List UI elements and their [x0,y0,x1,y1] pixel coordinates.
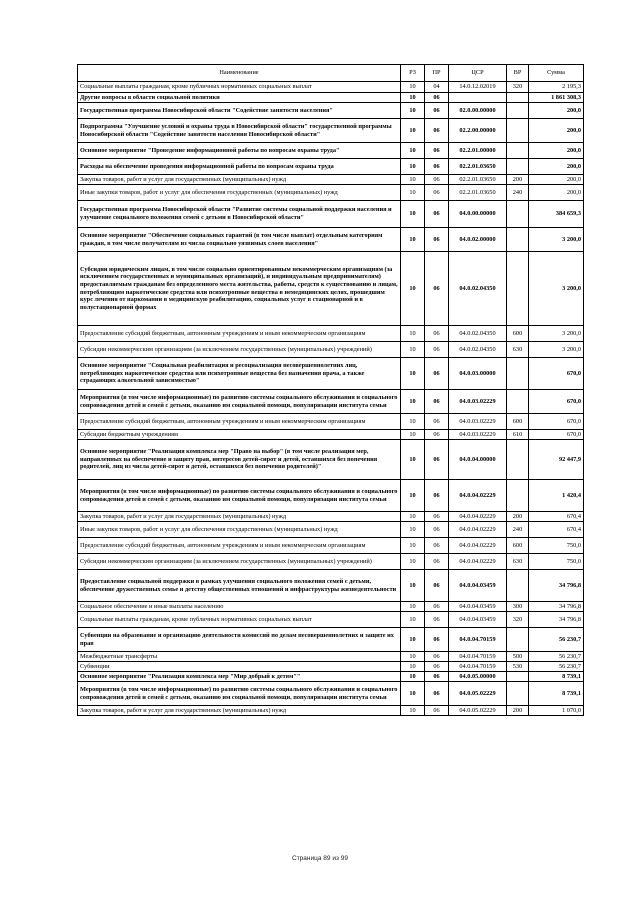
cell-vr [507,628,529,652]
table-row [78,358,584,390]
cell-csr: 04.0.03.02229 [449,430,507,440]
cell-csr: 04.0.02.04350 [449,342,507,358]
cell-rz: 10 [401,570,425,602]
header-pr: ПР [425,65,449,82]
cell-pr: 06 [425,602,449,612]
cell-pr: 06 [425,612,449,628]
cell-rz: 10 [401,342,425,358]
cell-rz: 10 [401,185,425,201]
table-row [78,252,584,326]
cell-csr: 02.2.00.00000 [449,119,507,143]
cell-csr: 04.0.00.00000 [449,201,507,228]
cell-name: Предоставление субсидий бюджетным, автономным учреждениям и иным некоммерческим организациям [78,414,401,430]
cell-rz: 10 [401,93,425,103]
cell-name: Социальные выплаты гражданам, кроме публичных нормативных социальных выплат [78,82,401,93]
cell-sum: 670,4 [529,522,584,538]
cell-vr: 610 [507,430,529,440]
cell-name: Иные закупки товаров, работ и услуг для обеспечения государственных (муниципальных) нужд [78,522,401,538]
cell-csr: 04.0.04.02229 [449,512,507,522]
cell-csr: 04.0.02.04350 [449,326,507,342]
cell-csr: 04.0.04.03459 [449,570,507,602]
cell-vr [507,159,529,175]
cell-sum: 56 230,7 [529,662,584,672]
cell-vr [507,228,529,252]
cell-sum: 34 796,8 [529,612,584,628]
cell-pr: 04 [425,82,449,93]
cell-pr: 06 [425,143,449,159]
budget-table-page [77,64,583,716]
cell-pr: 06 [425,175,449,185]
table-row [78,512,584,522]
cell-name: Мероприятия (в том числе информационные) по развитию системы социального обслуживания и социального сопровождения детей и семей с детьми, оказанию им социальной помощи, популяризации института семьи [78,480,401,512]
cell-vr [507,103,529,119]
cell-vr [507,93,529,103]
cell-sum: 670,0 [529,358,584,390]
cell-sum: 670,0 [529,430,584,440]
table-row [78,430,584,440]
cell-rz: 10 [401,480,425,512]
cell-vr: 320 [507,612,529,628]
cell-csr: 04.0.02.00000 [449,228,507,252]
cell-csr: 02.0.00.00000 [449,103,507,119]
cell-pr: 06 [425,358,449,390]
cell-pr: 06 [425,390,449,414]
cell-name: Субсидии некоммерческим организациям (за исключением государственных (муниципальных) учреждений) [78,342,401,358]
cell-csr: 02.2.01.03650 [449,159,507,175]
cell-name: Другие вопросы в области социальной политики [78,93,401,103]
cell-sum: 56 230,7 [529,628,584,652]
table-row [78,602,584,612]
cell-pr: 06 [425,252,449,326]
cell-name: Субсидии юридическим лицам, в том числе социально ориентированным некоммерческим организациям (за исключением государственных и муниципальных организаций), и индивидуальным предпринимателям) предоставляемым гражданам без определенного места жительства, работы, средств к существованию и лицам, потребляющим наркотические средства или психотропные вещества в немедицинских целях, прошедшим курс лечения от наркомании в медицинскую реабилитацию, социальных услуг в стационарной и в полустационарной формах [78,252,401,326]
cell-vr [507,570,529,602]
table-row [78,228,584,252]
cell-name: Основное мероприятие "Реализация комплекса мер "Мир добрый к детям"" [78,672,401,682]
table-row [78,682,584,706]
cell-vr [507,390,529,414]
header-sum: Сумма [529,65,584,82]
cell-pr: 06 [425,628,449,652]
table-row [78,342,584,358]
cell-name: Предоставление субсидий бюджетным, автономным учреждениям и иным некоммерческим организациям [78,326,401,342]
cell-vr [507,201,529,228]
cell-name: Предоставление социальной поддержки в рамках улучшения социального положения семей с детьми, обеспечение дружественных семье и детству общественных отношений и инфраструктуры жизнедеятельности [78,570,401,602]
cell-name: Мероприятия (в том числе информационные) по развитию системы социального обслуживания и социального сопровождения детей и семей с детьми, оказанию им социальной помощи, популяризации института семьи [78,682,401,706]
cell-pr: 06 [425,342,449,358]
cell-pr: 06 [425,93,449,103]
cell-vr [507,143,529,159]
cell-name: Основное мероприятие "Проведение информационной работы по вопросам охраны труда" [78,143,401,159]
table-row [78,652,584,662]
table-row [78,119,584,143]
cell-name: Основное мероприятие "Обеспечение социальных гарантий (в том числе выплат) отдельным категориям граждан, в том числе получателям из числа социально уязвимых слоев населения" [78,228,401,252]
table-header-row [78,65,584,82]
cell-csr: 02.2.01.03650 [449,175,507,185]
cell-csr: 04.0.02.04350 [449,252,507,326]
cell-sum: 3 200,0 [529,228,584,252]
cell-rz: 10 [401,159,425,175]
cell-name: Государственная программа Новосибирской области "Развитие системы социальной поддержки населения и улучшение социального положения семей с детьми в Новосибирской области" [78,201,401,228]
cell-pr: 06 [425,662,449,672]
cell-sum: 8 739,1 [529,672,584,682]
cell-vr: 320 [507,82,529,93]
cell-pr: 06 [425,228,449,252]
cell-rz: 10 [401,228,425,252]
cell-sum: 200,0 [529,103,584,119]
cell-vr: 500 [507,652,529,662]
cell-pr: 06 [425,103,449,119]
cell-csr: 04.0.04.02229 [449,480,507,512]
table-row [78,93,584,103]
cell-name: Предоставление субсидий бюджетным, автономным учреждениям и иным некоммерческим организациям [78,538,401,554]
cell-sum: 1 070,0 [529,706,584,716]
cell-sum: 200,0 [529,119,584,143]
cell-sum: 3 200,0 [529,342,584,358]
cell-name: Государственная программа Новосибирской области "Содействие занятости населения" [78,103,401,119]
cell-csr: 04.0.04.03459 [449,612,507,628]
cell-vr: 600 [507,538,529,554]
cell-vr: 200 [507,512,529,522]
cell-pr: 06 [425,430,449,440]
cell-sum: 750,0 [529,554,584,570]
cell-name: Основное мероприятие "Реализация комплекса мер "Право на выбор" (в том числе реализация мер, направленных на обеспечение и защиту прав, интересов детей-сирот и детей, оставшихся без попечения родителей, лиц из числа детей-сирот и детей, оставшихся без попечения родителей)" [78,440,401,480]
cell-pr: 06 [425,326,449,342]
cell-vr [507,440,529,480]
cell-sum: 56 230,7 [529,652,584,662]
cell-csr: 04.0.03.02229 [449,414,507,430]
cell-rz: 10 [401,682,425,706]
cell-rz: 10 [401,143,425,159]
cell-vr: 200 [507,706,529,716]
cell-sum: 200,0 [529,175,584,185]
cell-vr [507,480,529,512]
cell-csr: 04.0.04.03459 [449,602,507,612]
cell-sum: 200,0 [529,159,584,175]
table-row [78,414,584,430]
table-row [78,628,584,652]
header-csr: ЦСР [449,65,507,82]
table-row [78,143,584,159]
cell-name: Субвенции на образование и организацию деятельности комиссий по делам несовершеннолетних и защите их прав [78,628,401,652]
cell-sum: 670,4 [529,512,584,522]
cell-vr: 200 [507,175,529,185]
cell-rz: 10 [401,414,425,430]
cell-vr [507,358,529,390]
cell-vr: 300 [507,602,529,612]
cell-vr [507,682,529,706]
cell-rz: 10 [401,440,425,480]
cell-pr: 06 [425,201,449,228]
cell-pr: 06 [425,119,449,143]
cell-rz: 10 [401,201,425,228]
cell-name: Основное мероприятие "Социальная реабилитация и ресоциализация несовершеннолетних лиц, потребляющих наркотические средства или психотропные вещества без назначения врача, а также страдающих алкогольной зависимостью" [78,358,401,390]
table-row [78,185,584,201]
table-row [78,175,584,185]
cell-pr: 06 [425,480,449,512]
cell-name: Мероприятия (в том числе информационные) по развитию системы социального обслуживания и социального сопровождения детей и семей с детьми, оказанию им социальной помощи, популяризации института семьи [78,390,401,414]
cell-name: Расходы на обеспечение проведения информационной работы по вопросам охраны труда [78,159,401,175]
cell-rz: 10 [401,672,425,682]
cell-name: Иные закупки товаров, работ и услуг для обеспечения государственных (муниципальных) нужд [78,185,401,201]
cell-rz: 10 [401,358,425,390]
cell-csr: 04.0.04.02229 [449,522,507,538]
header-name: Наименование [78,65,401,82]
cell-vr: 600 [507,414,529,430]
cell-pr: 06 [425,554,449,570]
cell-rz: 10 [401,252,425,326]
cell-csr [449,93,507,103]
cell-rz: 10 [401,628,425,652]
cell-rz: 10 [401,522,425,538]
cell-rz: 10 [401,602,425,612]
table-row [78,159,584,175]
cell-name: Закупка товаров, работ и услуг для государственных (муниципальных) нужд [78,706,401,716]
cell-sum: 3 200,0 [529,252,584,326]
cell-sum: 8 739,1 [529,682,584,706]
cell-rz: 10 [401,554,425,570]
cell-sum: 1 420,4 [529,480,584,512]
cell-pr: 06 [425,652,449,662]
cell-rz: 10 [401,175,425,185]
cell-csr: 02.2.01.00000 [449,143,507,159]
cell-vr [507,119,529,143]
cell-sum: 200,0 [529,185,584,201]
cell-sum: 384 659,3 [529,201,584,228]
budget-table [77,64,584,716]
cell-vr: 240 [507,185,529,201]
cell-pr: 06 [425,672,449,682]
cell-rz: 10 [401,103,425,119]
cell-sum: 1 861 308,3 [529,93,584,103]
cell-pr: 06 [425,512,449,522]
table-row [78,390,584,414]
table-row [78,326,584,342]
table-row [78,480,584,512]
cell-sum: 34 796,8 [529,570,584,602]
cell-rz: 10 [401,119,425,143]
page-number: Страница 89 из 99 [292,855,348,862]
cell-rz: 10 [401,538,425,554]
table-row [78,201,584,228]
cell-pr: 06 [425,682,449,706]
table-row [78,570,584,602]
table-row [78,103,584,119]
cell-name: Субсидии некоммерческим организациям (за исключением государственных (муниципальных) учреждений) [78,554,401,570]
cell-name: Закупка товаров, работ и услуг для государственных (муниципальных) нужд [78,512,401,522]
table-row [78,662,584,672]
cell-sum: 92 447,9 [529,440,584,480]
cell-vr: 240 [507,522,529,538]
cell-vr: 600 [507,326,529,342]
cell-name: Субвенции [78,662,401,672]
cell-rz: 10 [401,326,425,342]
cell-rz: 10 [401,612,425,628]
table-body [78,82,584,716]
cell-vr: 530 [507,662,529,672]
cell-sum: 34 796,8 [529,602,584,612]
cell-pr: 06 [425,570,449,602]
cell-sum: 3 200,0 [529,326,584,342]
cell-csr: 04.0.04.02229 [449,554,507,570]
cell-rz: 10 [401,512,425,522]
cell-rz: 10 [401,82,425,93]
table-row [78,522,584,538]
cell-csr: 04.0.05.02229 [449,706,507,716]
cell-name: Социальные выплаты гражданам, кроме публичных нормативных социальных выплат [78,612,401,628]
table-row [78,612,584,628]
cell-sum: 750,0 [529,538,584,554]
cell-vr [507,252,529,326]
cell-csr: 14.0.12.02019 [449,82,507,93]
cell-rz: 10 [401,662,425,672]
header-rz: РЗ [401,65,425,82]
cell-pr: 06 [425,522,449,538]
table-row [78,82,584,93]
table-row [78,554,584,570]
cell-csr: 04.0.04.70159 [449,662,507,672]
cell-vr: 630 [507,342,529,358]
table-row [78,672,584,682]
cell-csr: 02.2.01.03650 [449,185,507,201]
cell-pr: 06 [425,414,449,430]
cell-pr: 06 [425,440,449,480]
cell-csr: 04.0.04.70159 [449,652,507,662]
table-row [78,440,584,480]
cell-sum: 2 195,3 [529,82,584,93]
cell-vr: 630 [507,554,529,570]
cell-rz: 10 [401,390,425,414]
header-vr: ВР [507,65,529,82]
cell-csr: 04.0.03.02229 [449,390,507,414]
cell-csr: 04.0.04.00000 [449,440,507,480]
cell-csr: 04.0.04.02229 [449,538,507,554]
cell-sum: 200,0 [529,143,584,159]
cell-name: Социальное обеспечение и иные выплаты населению [78,602,401,612]
cell-csr: 04.0.05.00000 [449,672,507,682]
cell-sum: 670,0 [529,390,584,414]
cell-pr: 06 [425,185,449,201]
cell-name: Субсидии бюджетным учреждениям [78,430,401,440]
cell-name: Подпрограмма "Улучшение условий и охраны труда в Новосибирской области" государственной программы Новосибирской области "Содействие занятости населения Новосибирской области" [78,119,401,143]
cell-pr: 06 [425,706,449,716]
cell-sum: 670,0 [529,414,584,430]
cell-vr [507,672,529,682]
table-row [78,538,584,554]
cell-csr: 04.0.04.70159 [449,628,507,652]
cell-pr: 06 [425,159,449,175]
cell-rz: 10 [401,706,425,716]
cell-name: Закупка товаров, работ и услуг для государственных (муниципальных) нужд [78,175,401,185]
cell-csr: 04.0.03.00000 [449,358,507,390]
cell-pr: 06 [425,538,449,554]
cell-csr: 04.0.05.02229 [449,682,507,706]
cell-rz: 10 [401,430,425,440]
table-row [78,706,584,716]
cell-name: Межбюджетные трансферты [78,652,401,662]
cell-rz: 10 [401,652,425,662]
